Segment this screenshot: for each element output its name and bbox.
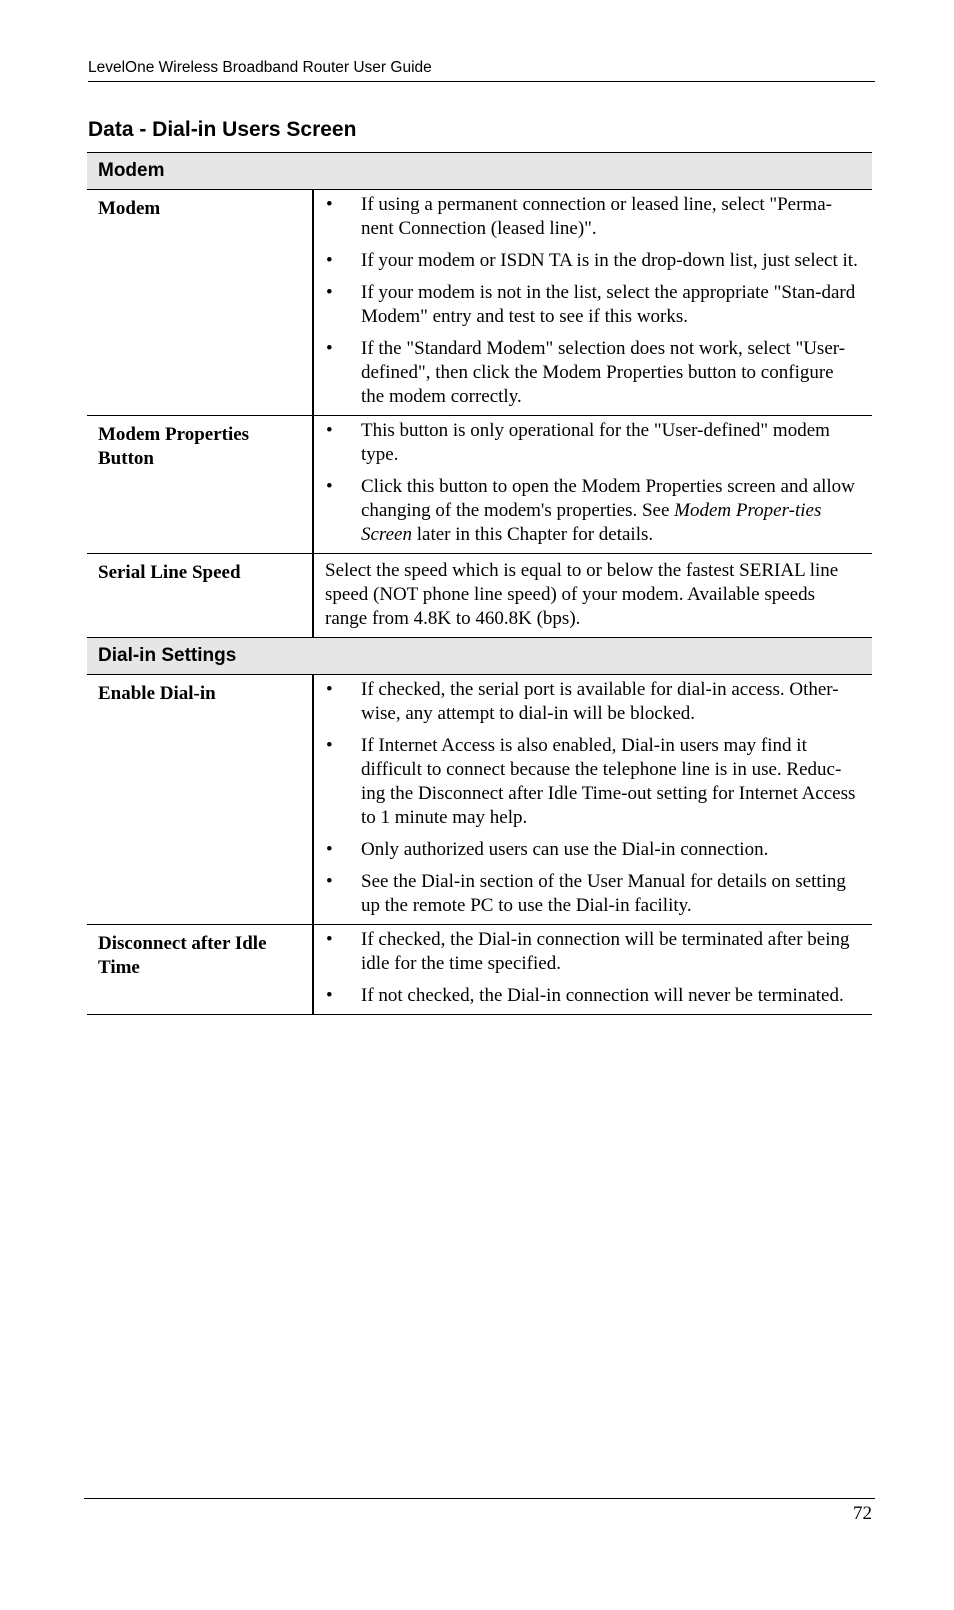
table-row-disconnect-after-idle-time	[87, 925, 872, 1015]
bullet-list	[325, 928, 860, 1008]
list-item	[325, 678, 860, 726]
list-item	[325, 984, 860, 1008]
list-item	[325, 838, 860, 862]
list-item	[325, 193, 860, 241]
row-description	[313, 416, 872, 554]
list-item-text: If Internet Access is also enabled, Dial-in users may find it difficult to connect because the telephone line is in use. Reduc-ing the Disconnect after Idle Time-out setting for Internet Access to 1 minute may help.	[361, 735, 856, 828]
list-item-text: If your modem or ISDN TA is in the drop-down list, just select it.	[361, 250, 858, 271]
page-number: 72	[853, 1503, 872, 1524]
list-item	[325, 249, 860, 273]
bullet-icon: •	[326, 194, 333, 215]
bullet-list	[325, 419, 860, 547]
bullet-icon: •	[326, 679, 333, 700]
list-item-text: If checked, the Dial-in connection will be terminated after being idle for the time specified.	[361, 929, 850, 974]
table-row-enable-dial-in	[87, 675, 872, 925]
row-description	[313, 190, 872, 416]
list-item	[325, 281, 860, 329]
footer-rule	[84, 1498, 875, 1499]
list-item-text: If checked, the serial port is available for dial-in access. Other-wise, any attempt to dial-in will be blocked.	[361, 679, 839, 724]
list-item	[325, 870, 860, 918]
bullet-icon: •	[326, 871, 333, 892]
row-description	[313, 554, 872, 638]
bullet-icon: •	[326, 929, 333, 950]
list-item-text: See the Dial-in section of the User Manual for details on setting up the remote PC to use the Dial-in facility.	[361, 871, 846, 916]
bullet-icon: •	[326, 420, 333, 441]
section-header-dial-in-settings	[87, 638, 872, 675]
bullet-icon: •	[326, 839, 333, 860]
bullet-icon: •	[326, 250, 333, 271]
section-heading: Modem	[87, 153, 872, 190]
cross-reference: Modem Proper-ties Screen	[361, 500, 822, 545]
list-item	[325, 734, 860, 830]
list-item-text: later in this Chapter for details.	[412, 524, 654, 545]
bullet-list	[325, 193, 860, 409]
section-heading: Dial-in Settings	[87, 638, 872, 675]
list-item-text: If not checked, the Dial-in connection will never be terminated.	[361, 985, 844, 1006]
bullet-icon: •	[326, 985, 333, 1006]
bullet-icon: •	[326, 338, 333, 359]
list-item	[325, 419, 860, 467]
bullet-icon: •	[326, 282, 333, 303]
list-item-text: If your modem is not in the list, select the appropriate "Stan-dard Modem" entry and test to see if this works.	[361, 282, 856, 327]
table-row-modem-properties-button	[87, 416, 872, 554]
table-row-modem	[87, 190, 872, 416]
running-header: LevelOne Wireless Broadband Router User Guide	[88, 58, 875, 82]
section-header-modem	[87, 153, 872, 190]
list-item	[325, 337, 860, 409]
description-text: Select the speed which is equal to or below the fastest SERIAL line speed (NOT phone line speed) of your modem. Available speeds range from 4.8K to 460.8K (bps).	[325, 560, 839, 629]
row-description	[313, 925, 872, 1015]
bullet-icon: •	[326, 476, 333, 497]
list-item-text: Only authorized users can use the Dial-in connection.	[361, 839, 769, 860]
table-row-serial-line-speed	[87, 554, 872, 638]
row-label: Disconnect after Idle Time	[87, 925, 313, 1015]
row-label: Modem	[87, 190, 313, 416]
row-label: Serial Line Speed	[87, 554, 313, 638]
list-item	[325, 475, 860, 547]
list-item-text: This button is only operational for the "User-defined" modem type.	[361, 420, 830, 465]
list-item-text: If using a permanent connection or leased line, select "Perma-nent Connection (leased line)".	[361, 194, 832, 239]
bullet-list	[325, 678, 860, 918]
page-title: Data - Dial-in Users Screen	[88, 118, 357, 141]
list-item-text: Click this button to open the Modem Properties screen and allow changing of the modem's properties. See	[361, 476, 855, 521]
row-label: Enable Dial-in	[87, 675, 313, 925]
list-item-text: If the "Standard Modem" selection does not work, select "User-defined", then click the Modem Properties button to configure the modem correctly.	[361, 338, 846, 407]
bullet-icon: •	[326, 735, 333, 756]
list-item	[325, 928, 860, 976]
row-description	[313, 675, 872, 925]
row-label: Modem Properties Button	[87, 416, 313, 554]
settings-table	[87, 152, 872, 1015]
